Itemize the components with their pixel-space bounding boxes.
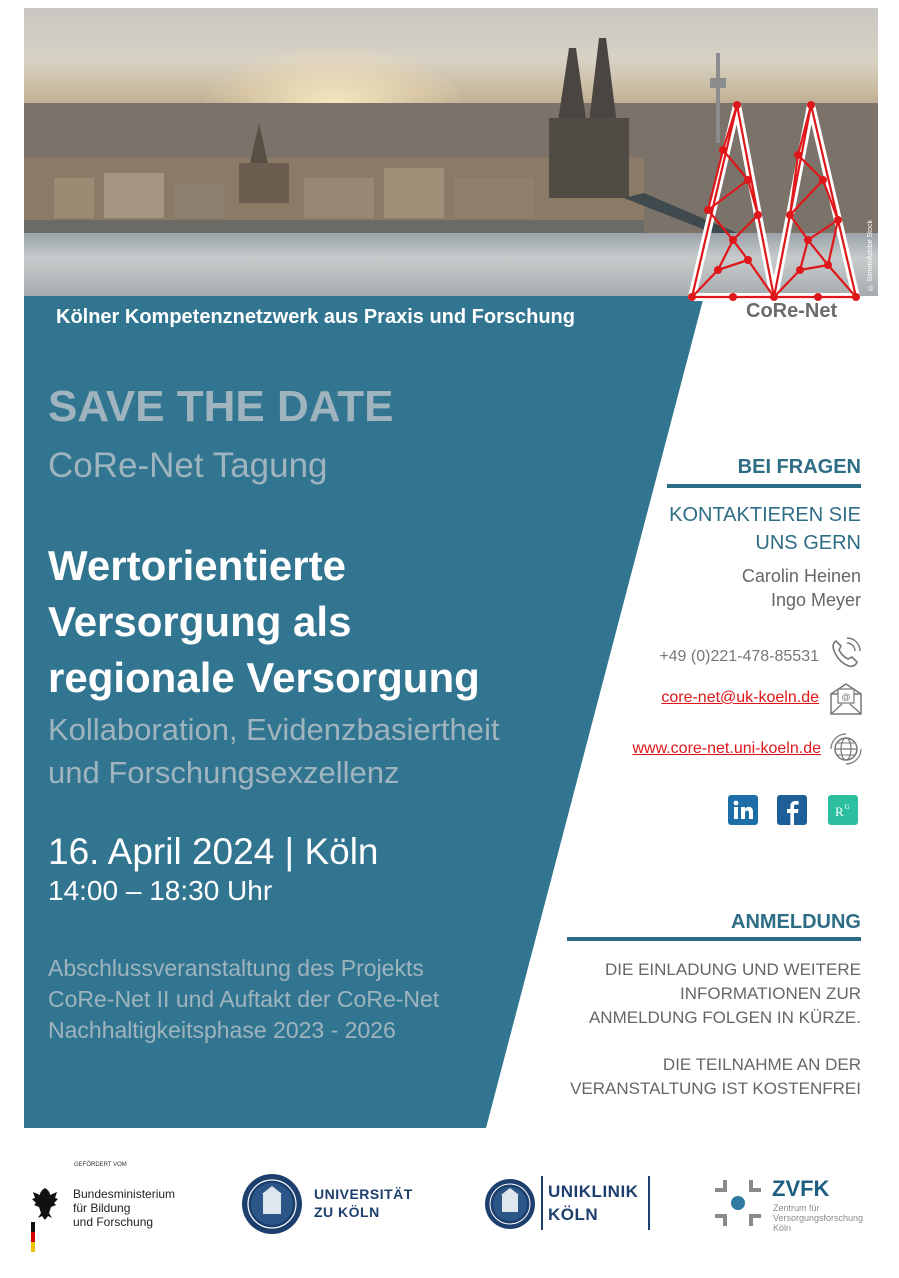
description-line: Abschlussveranstaltung des Projekts xyxy=(48,955,424,981)
bmbf-line: für Bildung xyxy=(73,1201,131,1215)
contact-heading: BEI FRAGEN xyxy=(737,456,861,478)
info-line: DIE EINLADUNG UND WEITERE xyxy=(605,960,861,979)
registration-info xyxy=(589,958,861,1030)
university-name xyxy=(314,1185,413,1221)
uniklinik-line: UNIKLINIK xyxy=(548,1182,639,1201)
event-name: CoRe-Net Tagung xyxy=(48,446,328,485)
registration-heading: ANMELDUNG xyxy=(731,911,861,933)
event-time: 14:00 – 18:30 Uhr xyxy=(48,875,273,906)
intro-line: UNS GERN xyxy=(755,532,861,554)
info-line: ANMELDUNG FOLGEN IN KÜRZE. xyxy=(588,1008,861,1027)
fee-line: VERANSTALTUNG IST KOSTENFREI xyxy=(570,1079,861,1098)
svg-text:G: G xyxy=(844,803,850,811)
contact-divider xyxy=(667,484,861,488)
linkedin-icon[interactable] xyxy=(728,795,758,825)
contact-names xyxy=(742,564,861,612)
subtitle-line: und Forschungsexzellenz xyxy=(48,755,400,790)
bmbf-name xyxy=(73,1187,175,1229)
svg-text:@: @ xyxy=(841,692,851,702)
core-net-logo xyxy=(688,100,868,330)
researchgate-glyph xyxy=(828,795,858,825)
uniklinik-divider-left xyxy=(541,1176,543,1230)
svg-text:R: R xyxy=(835,804,844,819)
subtitle-line: Kollaboration, Evidenzbasiertheit xyxy=(48,712,500,747)
title-line: Wertorientierte xyxy=(48,542,346,589)
phone-icon xyxy=(828,636,862,670)
logo-label: CoRe-Net xyxy=(746,300,838,322)
eagle-icon xyxy=(30,1186,60,1254)
linkedin-glyph xyxy=(728,795,758,825)
event-date: 16. April 2024 | Köln xyxy=(48,831,379,872)
event-description xyxy=(48,953,439,1046)
title-line: regionale Versorgung xyxy=(48,654,480,701)
bmbf-funded-label: GEFÖRDERT VOM xyxy=(74,1162,127,1168)
uniklinik-name xyxy=(548,1180,638,1226)
zvfk-line: Zentrum für xyxy=(773,1203,820,1213)
university-seal-icon xyxy=(240,1172,304,1236)
event-subtitle xyxy=(48,708,500,794)
registration-divider xyxy=(567,937,861,941)
title-line: Versorgung als xyxy=(48,598,352,645)
registration-fee xyxy=(570,1053,861,1101)
description-line: Nachhaltigkeitsphase 2023 - 2026 xyxy=(48,1017,396,1043)
tagline: Kölner Kompetenznetzwerk aus Praxis und Forschung xyxy=(56,306,575,328)
contact-name: Ingo Meyer xyxy=(770,590,861,610)
bmbf-line: und Forschung xyxy=(73,1215,154,1229)
contact-intro xyxy=(669,501,861,557)
fee-line: DIE TEILNAHME AN DER xyxy=(662,1055,861,1074)
description-line: CoRe-Net II und Auftakt der CoRe-Net xyxy=(48,986,440,1012)
contact-name: Carolin Heinen xyxy=(741,566,861,586)
email-icon xyxy=(829,682,863,716)
zvfk-logo-icon xyxy=(713,1178,763,1228)
info-line: INFORMATIONEN ZUR xyxy=(679,984,861,1003)
intro-line: KONTAKTIEREN SIE xyxy=(669,504,861,526)
university-line: UNIVERSITÄT xyxy=(314,1186,413,1202)
event-title xyxy=(48,538,480,706)
uniklinik-divider-right xyxy=(648,1176,650,1230)
uniklinik-line: KÖLN xyxy=(548,1205,599,1224)
email-link[interactable]: core-net@uk-koeln.de xyxy=(661,689,819,706)
researchgate-icon[interactable] xyxy=(828,795,858,825)
facebook-glyph xyxy=(777,795,807,825)
facebook-icon[interactable] xyxy=(777,795,807,825)
uniklinik-seal-icon xyxy=(483,1177,537,1231)
photo-credit: © Simon/Adobe Stock xyxy=(867,219,874,290)
phone-number[interactable]: +49 (0)221-478-85531 xyxy=(659,648,819,665)
zvfk-title: ZVFK xyxy=(772,1176,830,1201)
bmbf-line: Bundesministerium xyxy=(73,1187,176,1201)
university-line: ZU KÖLN xyxy=(314,1204,380,1220)
zvfk-line: Versorgungsforschung xyxy=(773,1213,864,1223)
globe-icon xyxy=(828,731,864,767)
save-the-date: SAVE THE DATE xyxy=(48,382,394,431)
zvfk-subtitle xyxy=(773,1203,863,1233)
zvfk-line: Köln xyxy=(773,1223,792,1233)
website-link[interactable]: www.core-net.uni-koeln.de xyxy=(632,740,821,757)
